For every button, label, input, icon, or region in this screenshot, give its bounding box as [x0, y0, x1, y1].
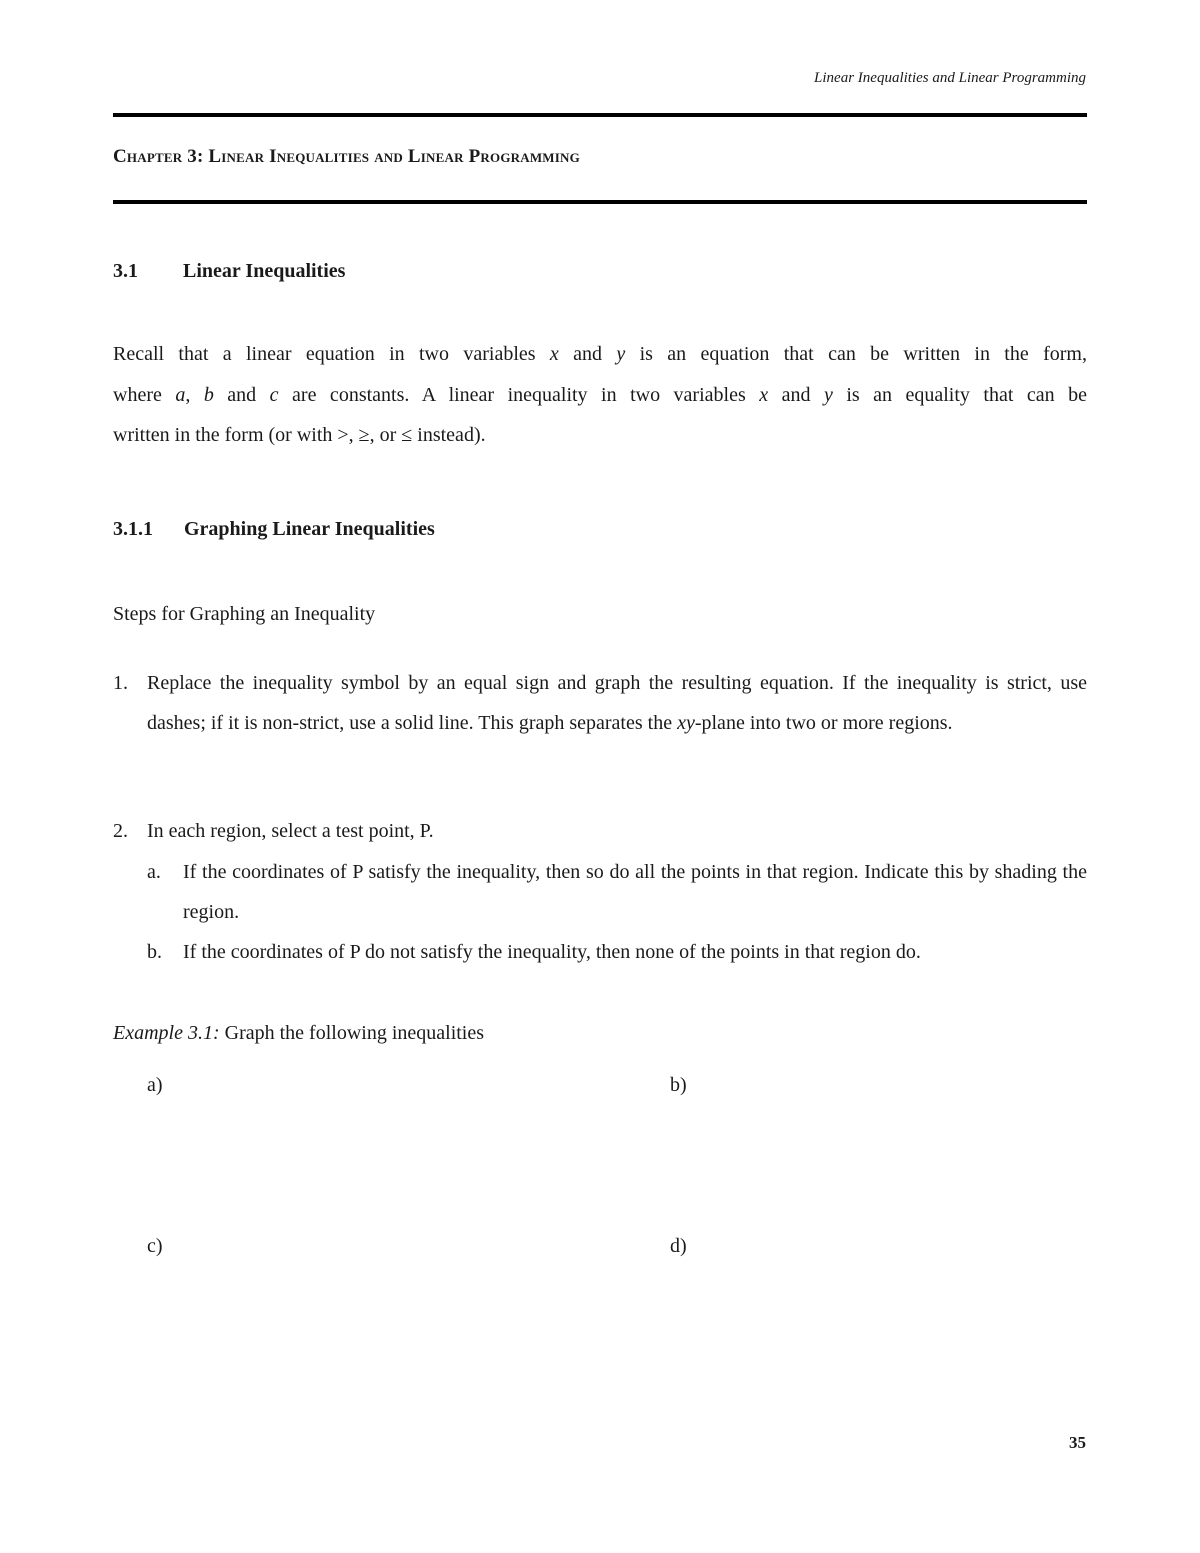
example-part-a: a) [147, 1074, 163, 1096]
page-number: 35 [1069, 1433, 1086, 1452]
section-number: 3.1 [113, 260, 138, 282]
sublist-letter: b. [147, 941, 162, 963]
steps-title: Steps for Graphing an Inequality [113, 603, 376, 625]
bottom-rule [113, 200, 1087, 204]
top-rule [113, 113, 1087, 117]
running-header: Linear Inequalities and Linear Programming [814, 70, 1086, 86]
example-label: Example 3.1: [113, 1022, 220, 1044]
list-item: Replace the inequality symbol by an equal sign and graph the resulting equation. If the inequality is strict, use dashes; if it is non-strict, use a solid line. This graph separates the xy-plane into two or more regions. [147, 672, 1087, 734]
example-part-c: c) [147, 1235, 163, 1257]
sublist-letter: a. [147, 861, 161, 883]
subsection-number: 3.1.1 [113, 518, 153, 540]
example-part-d: d) [670, 1235, 687, 1257]
intro-line-1: Recall that a linear equation in two variables x and y is an equation that can be written in the form, [113, 343, 1087, 365]
intro-line-3: written in the form (or with >, ≥, or ≤ instead). [113, 424, 486, 446]
section-title: Linear Inequalities [183, 260, 346, 282]
intro-line-2: where a, b and c are constants. A linear inequality in two variables x and y is an equality that can be [113, 383, 1087, 406]
example-heading [113, 1022, 484, 1045]
chapter-title: Chapter 3: Linear Inequalities and Linear Programming [113, 146, 580, 167]
sublist-item: If the coordinates of P do not satisfy the inequality, then none of the points in that region do. [183, 941, 921, 963]
subsection-title: Graphing Linear Inequalities [184, 518, 435, 540]
intro-paragraph [113, 334, 1087, 456]
example-part-b: b) [670, 1074, 687, 1096]
example-text: Graph the following inequalities [219, 1022, 485, 1044]
list-number: 2. [113, 820, 128, 842]
list-item: In each region, select a test point, P. [147, 820, 434, 842]
sublist-item: If the coordinates of P satisfy the inequality, then so do all the points in that region. Indicate this by shading the region. [183, 861, 1087, 923]
list-number: 1. [113, 672, 128, 694]
